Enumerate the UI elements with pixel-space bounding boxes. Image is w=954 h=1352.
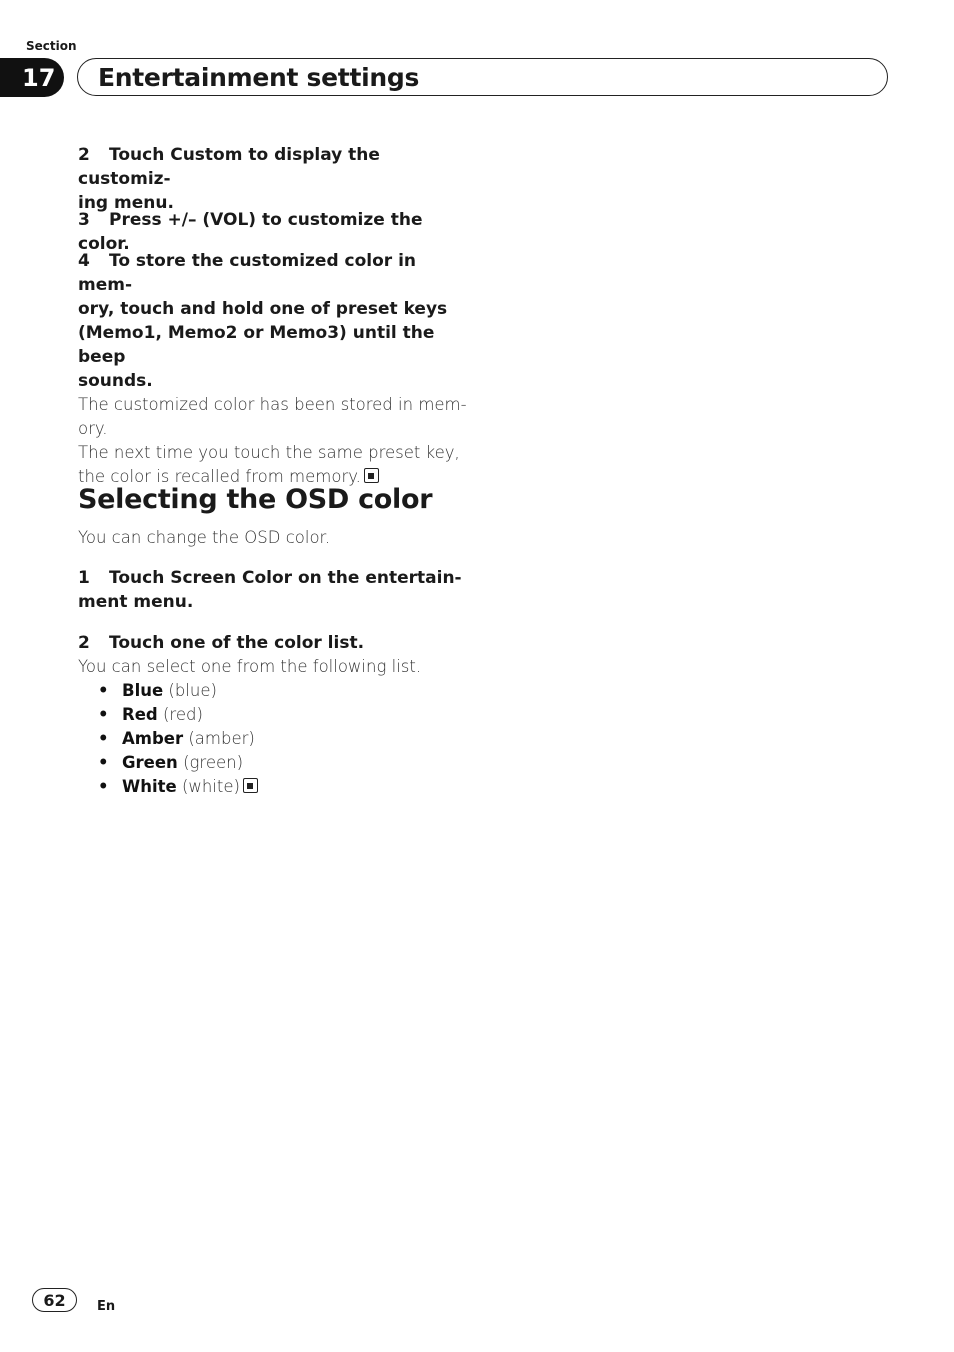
- body-text: The next time you touch the same preset key,: [78, 443, 460, 462]
- body-text: The customized color has been stored in mem-: [78, 395, 467, 414]
- step-text: (Memo1, Memo2 or Memo3) until the beep: [78, 323, 435, 367]
- step-4-store: [78, 249, 470, 489]
- step-number: 3: [78, 210, 90, 230]
- step-text: sounds.: [78, 371, 153, 391]
- list-item: [78, 775, 470, 799]
- section-number-badge: 17: [0, 58, 64, 97]
- color-name: Green: [122, 753, 178, 772]
- list-item: [78, 679, 470, 703]
- color-note: (green): [183, 753, 244, 772]
- stop-icon: [364, 468, 379, 483]
- section-label: Section: [26, 39, 77, 53]
- color-list: [78, 679, 470, 799]
- stop-icon: [243, 778, 258, 793]
- color-name: Red: [122, 705, 158, 724]
- osd-section: [78, 484, 470, 515]
- osd-step-2: [78, 631, 470, 799]
- step-text: ment menu.: [78, 592, 194, 612]
- step-text: Touch Screen Color on the entertain-: [109, 568, 462, 588]
- step-text: Press +/– (VOL) to customize the color.: [78, 210, 423, 254]
- step-text: Touch Custom to display the customiz-: [78, 145, 380, 189]
- page-title: Entertainment settings: [98, 62, 420, 92]
- page-number: 62: [32, 1288, 77, 1312]
- body-text: the color is recalled from memory.: [78, 467, 361, 486]
- list-item: [78, 703, 470, 727]
- body-text: ory.: [78, 419, 108, 438]
- step-2-custom: [78, 143, 470, 215]
- color-name: Blue: [122, 681, 164, 700]
- step-number: 2: [78, 633, 90, 653]
- color-name: White: [122, 777, 177, 796]
- osd-step-1: [78, 566, 470, 614]
- color-note: (amber): [188, 729, 255, 748]
- language-label: En: [97, 1299, 116, 1314]
- section-heading: Selecting the OSD color: [78, 484, 433, 515]
- color-note: (blue): [168, 681, 217, 700]
- color-note: (white): [181, 777, 240, 796]
- step-text: ory, touch and hold one of preset keys: [78, 299, 448, 319]
- list-item: [78, 727, 470, 751]
- body-text: You can select one from the following list.: [78, 657, 422, 676]
- step-number: 4: [78, 251, 90, 271]
- list-item: [78, 751, 470, 775]
- color-name: Amber: [122, 729, 184, 748]
- step-number: 2: [78, 145, 90, 165]
- intro-text: You can change the OSD color.: [78, 528, 331, 547]
- osd-intro: [78, 526, 470, 550]
- step-text: ing menu.: [78, 193, 174, 213]
- step-number: 1: [78, 568, 90, 588]
- color-note: (red): [162, 705, 203, 724]
- step-text: To store the customized color in mem-: [78, 251, 417, 295]
- header-bar: [77, 58, 888, 96]
- step-text: Touch one of the color list.: [109, 633, 365, 653]
